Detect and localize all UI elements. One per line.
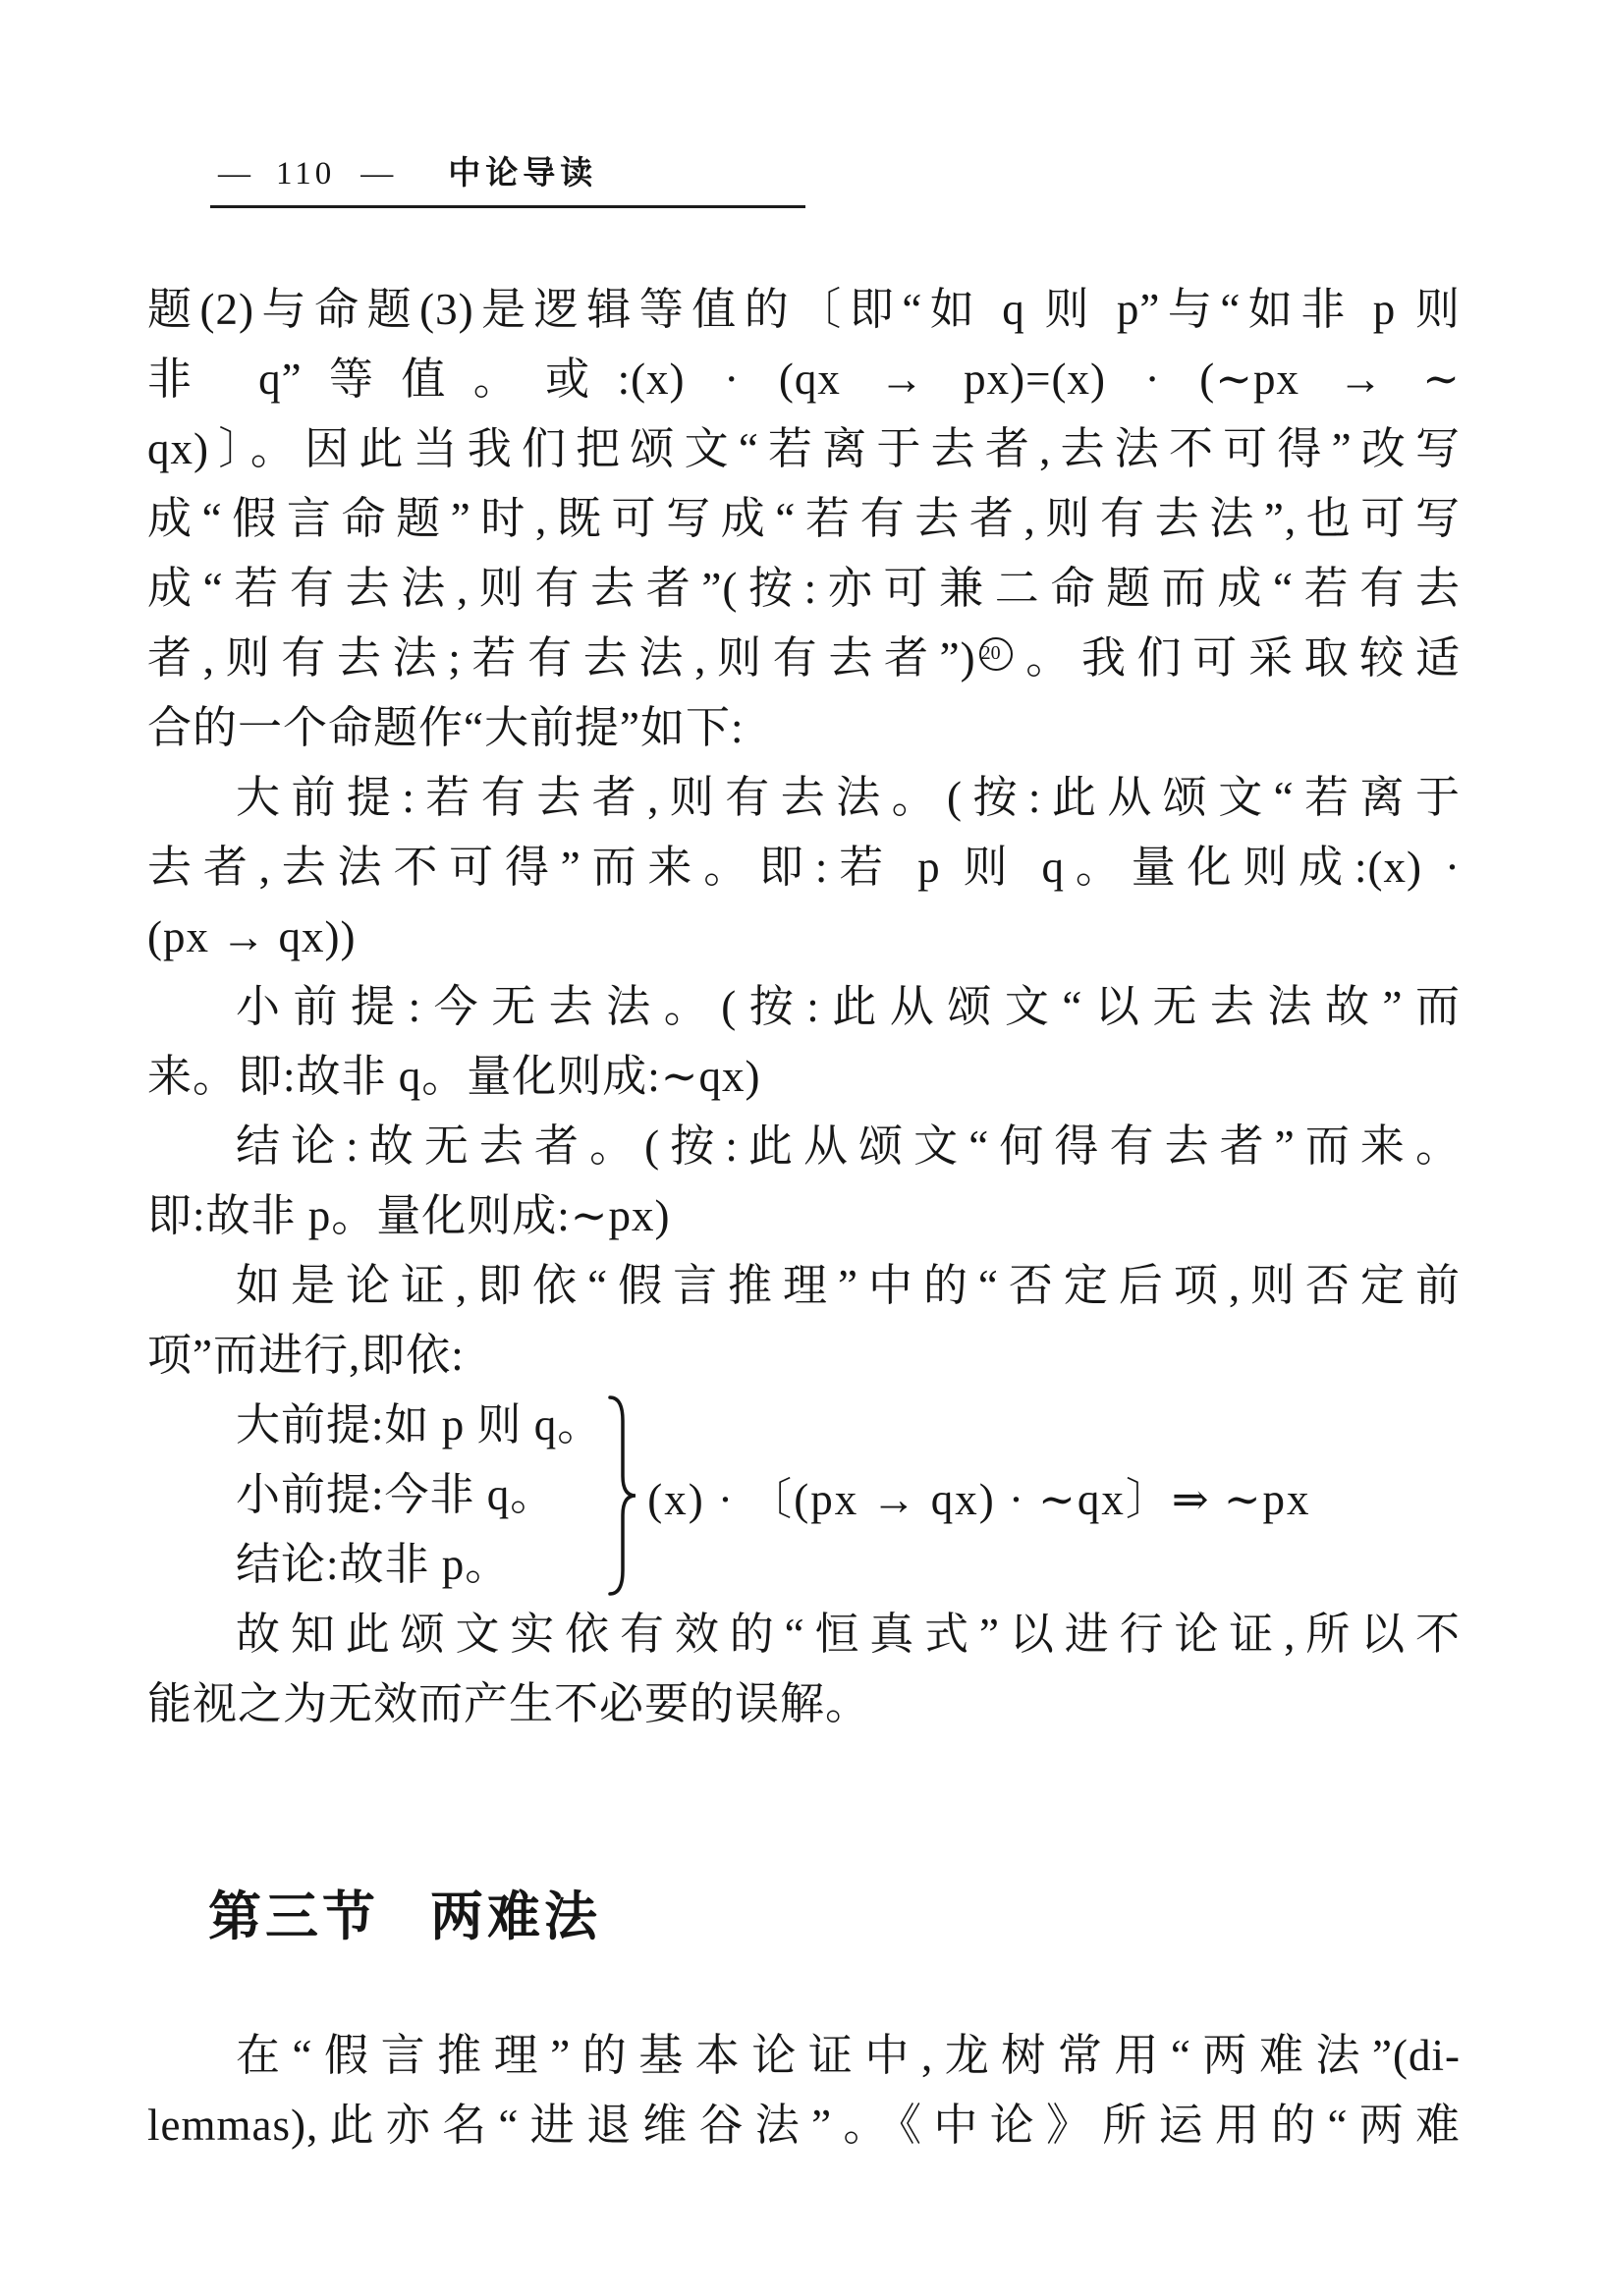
body-line: 来。即:故非 q。量化则成:∼qx) [147, 1052, 761, 1101]
body-line: 合的一个命题作“大前提”如下: [147, 703, 745, 752]
section-title: 两难法 [430, 1887, 601, 1946]
body-line: 成“若有去法,则有去者”(按:亦可兼二命题而成“若有去 [147, 564, 1461, 613]
page-number-dash-left: — [218, 156, 250, 191]
body-line: lemmas),此亦名“进退维谷法”。《中论》所运用的“两难 [147, 2101, 1461, 2150]
quantified-formula: (x) · 〔(px → qx) · ∼qx〕⇒ ∼px [647, 1475, 1311, 1524]
body-line: 如是论证,即依“假言推理”中的“否定后项,则否定前 [236, 1261, 1461, 1310]
body-line: 项”而进行,即依: [147, 1331, 465, 1380]
footnote-ref-20: 20 [979, 637, 1013, 671]
syllogism-minor-premise: 小前提:今非 q。 [236, 1470, 556, 1519]
body-line-text: 者,则有去法;若有去法,则有去者”) [147, 633, 976, 683]
closing-paragraph [147, 1600, 1461, 1739]
body-line: 大前提:若有去者,则有去法。(按:此从颂文“若离于 [236, 773, 1461, 822]
body-line: 小前提:今无去法。(按:此从颂文“以无去法故”而 [236, 982, 1461, 1031]
section-number: 第三节 [208, 1887, 379, 1946]
page-number: 110 [276, 156, 336, 191]
right-brace-icon [606, 1392, 637, 1600]
book-title: 中论导读 [448, 154, 598, 191]
next-section-paragraph [147, 2021, 1461, 2160]
body-line: 能视之为无效而产生不必要的误解。 [147, 1679, 871, 1728]
syllogism-block [236, 1391, 1461, 1600]
body-line: (px → qx)) [147, 912, 357, 961]
body-line: 去者,去法不可得”而来。即:若 p 则 q。量化则成:(x) · [147, 843, 1461, 892]
syllogism-major-premise: 大前提:如 p 则 q。 [236, 1400, 603, 1449]
body-line: 题(2)与命题(3)是逻辑等值的〔即“如 q 则 p”与“如非 p 则 [147, 285, 1461, 334]
syllogism-premises [236, 1391, 602, 1600]
body-line: 非 q”等值。或:(x) · (qx → px)=(x) · (∼px → ∼ [147, 355, 1461, 404]
section-heading [208, 1875, 1461, 1950]
body-line: qx)〕。因此当我们把颂文“若离于去者,去法不可得”改写 [147, 424, 1461, 473]
running-head [210, 147, 805, 208]
page-number-dash-right: — [360, 156, 394, 191]
main-text [147, 275, 1461, 1391]
syllogism-conclusion: 结论:故非 p。 [236, 1540, 511, 1589]
body-line: 即:故非 p。量化则成:∼px) [147, 1191, 671, 1240]
body-line: 在“假言推理”的基本论证中,龙树常用“两难法”(di- [236, 2031, 1461, 2080]
body-line: 故知此颂文实依有效的“恒真式”以进行论证,所以不 [236, 1610, 1461, 1659]
body-line-with-footnote [147, 624, 1461, 693]
body-line: 成“假言命题”时,既可写成“若有去者,则有去法”,也可写 [147, 494, 1461, 543]
body-line: 结论:故无去者。(按:此从颂文“何得有去者”而来。 [236, 1121, 1461, 1171]
body-line-text: 。我们可采取较适 [1015, 633, 1461, 683]
